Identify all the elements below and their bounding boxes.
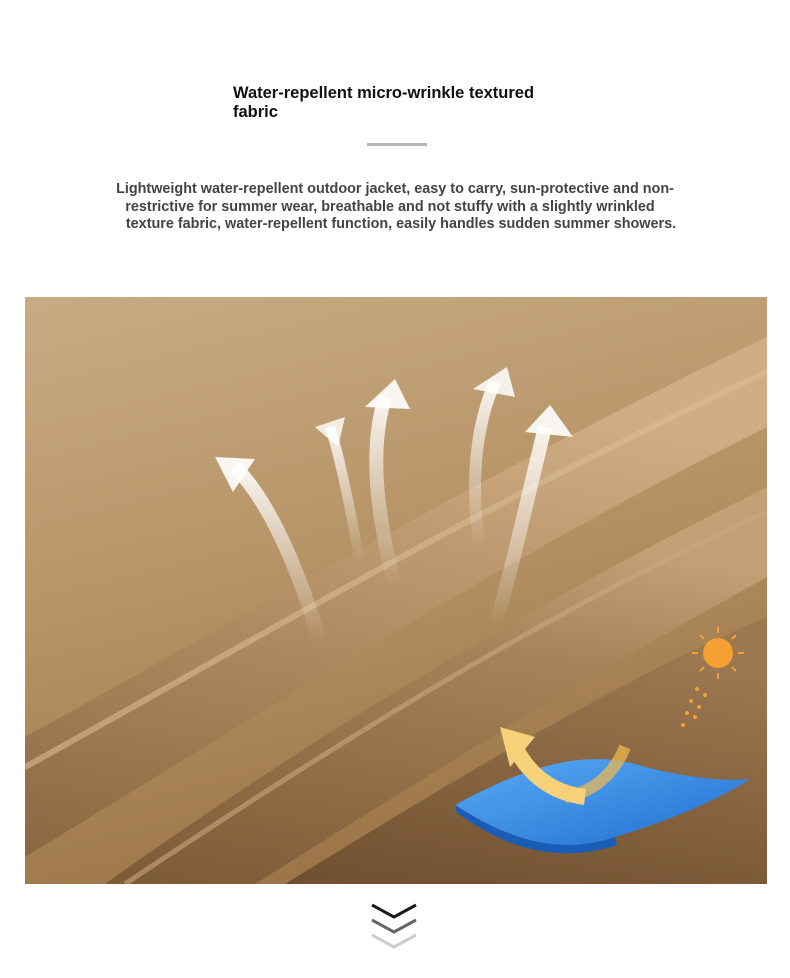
description: Lightweight water-repellent outdoor jacket, easy to carry, sun-protective and non- restrictive for summer wear, breathable and not stuffy with a slightly wrinkled texture fabric, water-repellent function, easily handles sudden summer showers. [116, 181, 677, 232]
section-title: Water-repellent micro-wrinkle textured fabric [233, 84, 535, 121]
title-divider [367, 143, 427, 146]
fabric-photo [25, 297, 767, 884]
chevron-down-icon[interactable] [370, 903, 420, 953]
